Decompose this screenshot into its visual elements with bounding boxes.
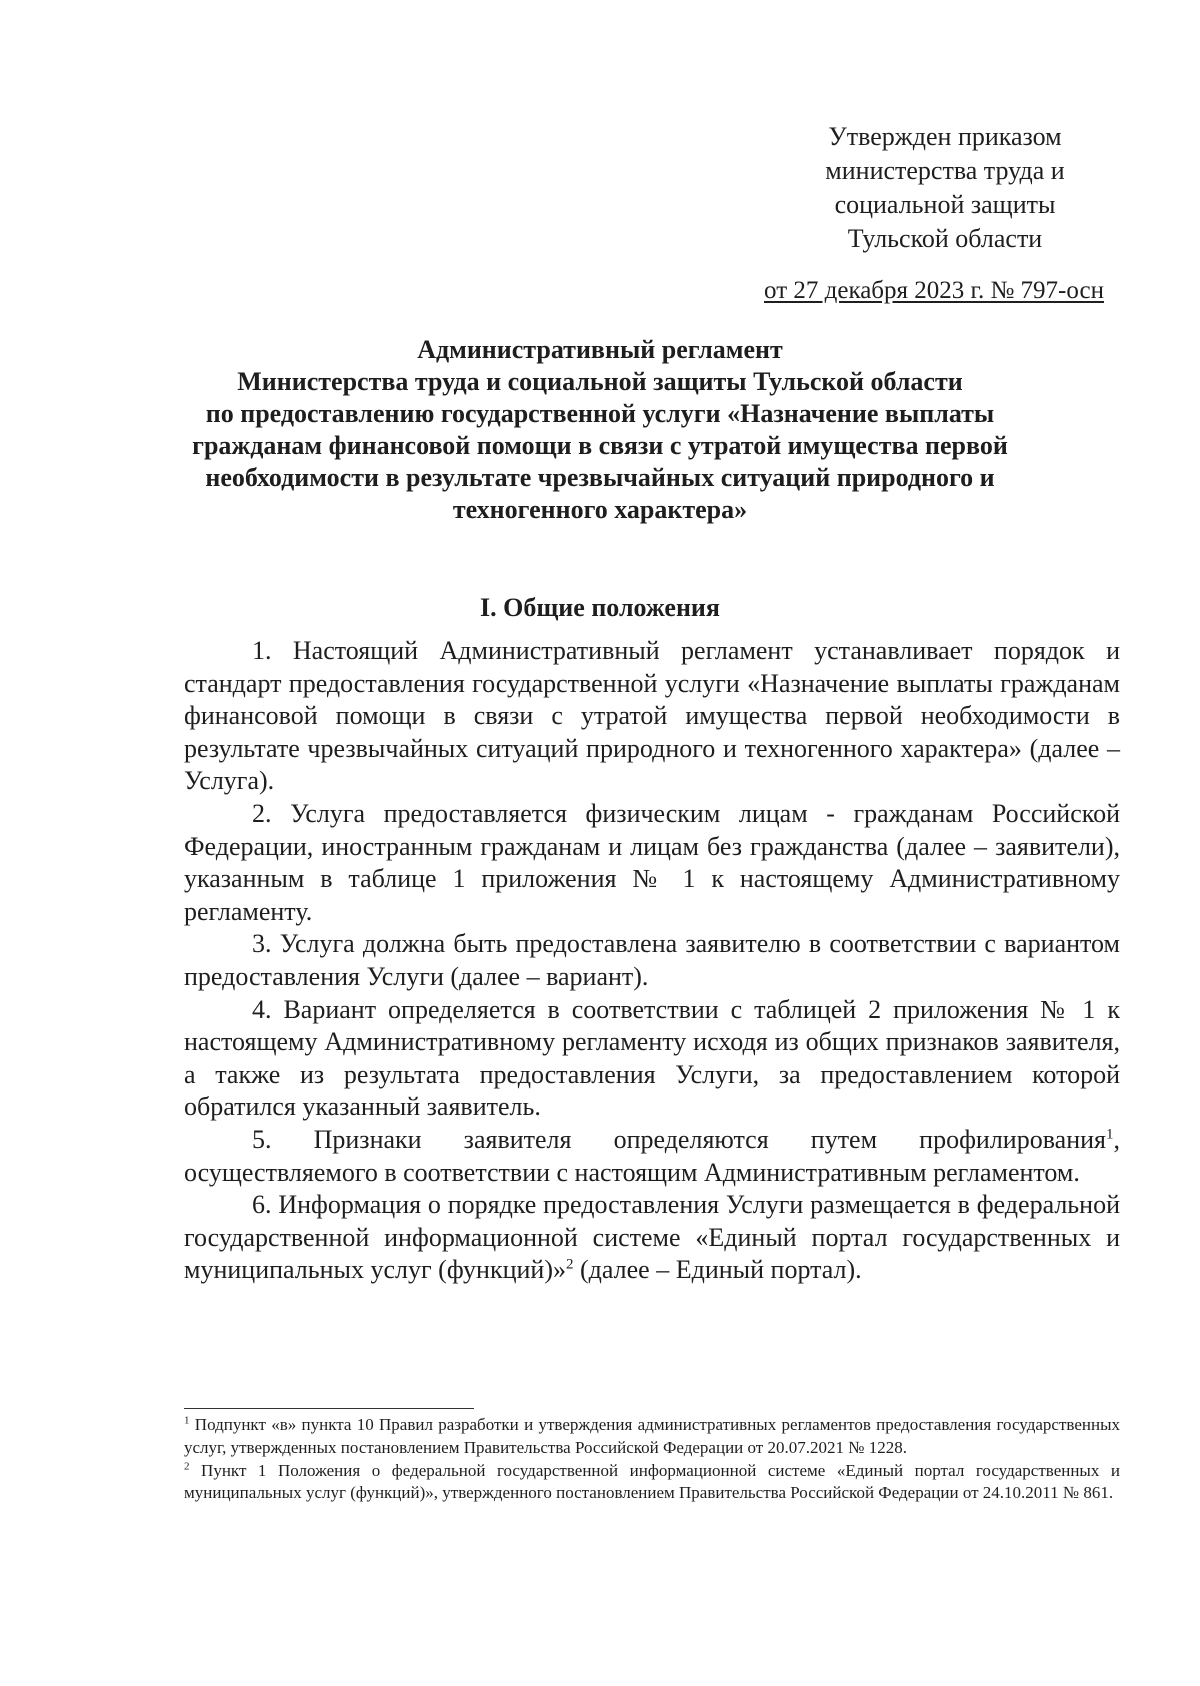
footnote-1: [184, 1414, 1120, 1460]
paragraph-4: 4. Вариант определяется в соответствии с таблицей 2 приложения № 1 к настоящему Административному регламенту исходя из общих признаков заявителя, а также из результата предоставления Услуги, за предоставлением которой обратился указанный заявитель.: [184, 994, 1120, 1122]
title-line: Административный регламент: [417, 335, 783, 364]
title-line: по предоставлению государственной услуги «Назначение выплаты: [205, 399, 995, 428]
document-body: [184, 635, 1120, 1287]
approval-line: Утвержден приказом: [828, 122, 1062, 151]
footnote-2: [184, 1460, 1120, 1506]
paragraph-6: [184, 1189, 1120, 1287]
footnote-mark: 1: [184, 1414, 190, 1427]
paragraph-1: 1. Настоящий Административный регламент устанавливает порядок и стандарт предоставления государственной услуги «Назначение выплаты гражданам финансовой помощи в связи с утратой имущества первой необходимости в результате чрезвычайных ситуаций природного и техногенного характера» (далее – Услуга).: [184, 636, 1120, 796]
footnote-reference[interactable]: 1: [1106, 1126, 1114, 1143]
approval-line: социальной защиты: [834, 190, 1056, 219]
footnote-mark: 2: [184, 1459, 190, 1472]
footnote-text: Подпункт «в» пункта 10 Правил разработки и утверждения административных регламентов предоставления государственных услуг, утвержденных постановлением Правительства Российской Федерации от 20.07.2021 № 1228.: [184, 1415, 1120, 1457]
paragraph-text: (далее – Единый портал).: [573, 1255, 862, 1285]
paragraph-text: , осуществляемого в соответствии с настоящим Административным регламентом.: [184, 1124, 1120, 1187]
approval-line: министерства труда и: [825, 156, 1065, 185]
document-title: [150, 334, 1050, 526]
paragraph-text: 5. Признаки заявителя определяются путем профилирования: [252, 1124, 1106, 1154]
order-reference: от 27 декабря 2023 г. № 797-осн: [764, 277, 1104, 304]
footnote-divider: [184, 1408, 474, 1409]
paragraph-text: 6. Информация о порядке предоставления Услуги размещается в федеральной государственной информационной системе «Единый портал государственных и муниципальных услуг (функций)»: [184, 1190, 1120, 1285]
footnotes: [184, 1414, 1120, 1505]
footnote-reference[interactable]: 2: [566, 1256, 574, 1273]
title-line: Министерства труда и социальной защиты Тульской области: [237, 367, 963, 396]
approval-stamp: [790, 120, 1100, 256]
footnote-text: Пункт 1 Положения о федеральной государственной информационной системе «Единый портал государственных и муниципальных услуг (функций)», утвержденного постановлением Правительства Российской Федерации от 24.10.2011 № 861.: [184, 1460, 1120, 1503]
title-line: гражданам финансовой помощи в связи с утратой имущества первой: [192, 431, 1008, 460]
title-line: техногенного характера»: [452, 495, 748, 524]
paragraph-2: 2. Услуга предоставляется физическим лицам - гражданам Российской Федерации, иностранным гражданам и лицам без гражданства (далее – заявители), указанным в таблице 1 приложения № 1 к настоящему Административному регламенту.: [184, 798, 1120, 926]
paragraph-3: 3. Услуга должна быть предоставлена заявителю в соответствии с вариантом предоставления Услуги (далее – вариант).: [184, 929, 1120, 991]
section-heading: I. Общие положения: [480, 593, 720, 622]
paragraph-5: [184, 1124, 1120, 1189]
title-line: необходимости в результате чрезвычайных ситуаций природного и: [205, 463, 995, 492]
approval-line: Тульской области: [847, 224, 1043, 253]
